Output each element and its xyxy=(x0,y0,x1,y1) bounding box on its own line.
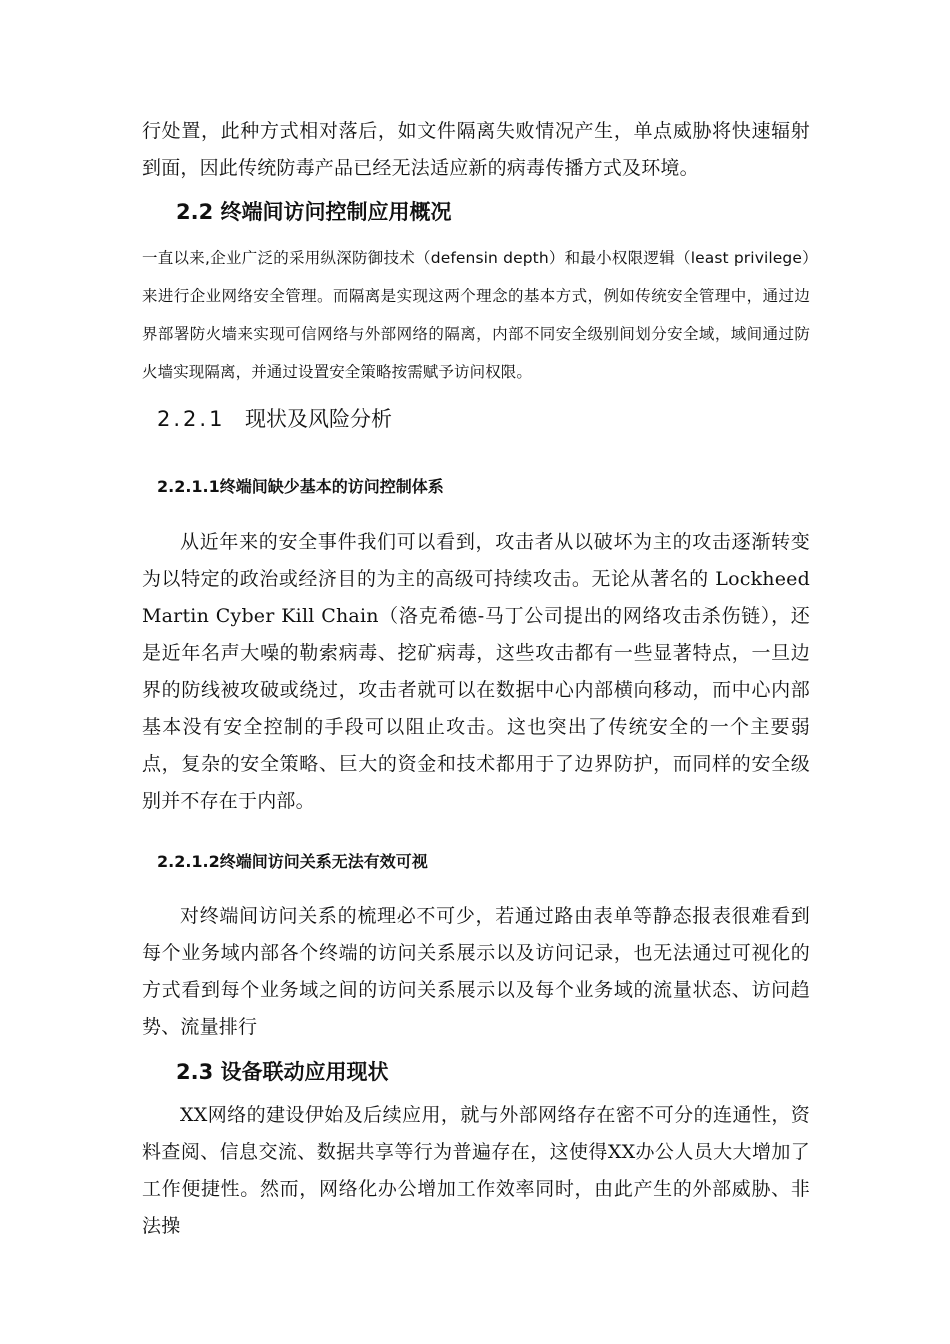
section-2-2-1-2-paragraph: 对终端间访问关系的梳理必不可少，若通过路由表单等静态报表很难看到每个业务域内部各个终端的访问关系展示以及访问记录，也无法通过可视化的方式看到每个业务域之间的访问关系展示以及每个业务域的流量状态、访问趋势、流量排行 xyxy=(142,905,810,1038)
section-2-3-paragraph: XX网络的建设伊始及后续应用，就与外部网络存在密不可分的连通性，资料查阅、信息交流、数据共享等行为普遍存在，这使得XX办公人员大大增加了工作便捷性。然而，网络化办公增加工作效率同时，由此产生的外部威胁、非法操 xyxy=(142,1104,810,1237)
section-2-2-heading: 2.2 终端间访问控制应用概况 xyxy=(176,200,452,224)
section-2-2-1-1-heading: 2.2.1.1终端间缺少基本的访问控制体系 xyxy=(157,477,444,496)
section-2-2-1-heading xyxy=(157,403,392,433)
section-2-2-1-2-heading: 2.2.1.2终端间访问关系无法有效可视 xyxy=(157,852,428,871)
section-2-2-1-title: 现状及风险分析 xyxy=(245,407,392,431)
section-2-2-1-number: 2.2.1 xyxy=(157,407,226,431)
section-2-2-paragraph: 一直以来,企业广泛的采用纵深防御技术（defensin depth）和最小权限逻辑（least privilege）来进行企业网络安全管理。而隔离是实现这两个理念的基本方式，例如传统安全管理中，通过边界部署防火墙来实现可信网络与外部网络的隔离，内部不同安全级别间划分安全域，域间通过防火墙实现隔离，并通过设置安全策略按需赋予访问权限。 xyxy=(142,249,810,381)
section-2-2-1-1-paragraph: 从近年来的安全事件我们可以看到，攻击者从以破坏为主的攻击逐渐转变为以特定的政治或经济目的为主的高级可持续攻击。无论从著名的 Lockheed Martin Cyber Kill Chain（洛克希德-马丁公司提出的网络攻击杀伤链），还是近年名声大噪的勒索病毒、挖矿病毒，这些攻击都有一些显著特点，一旦边界的防线被攻破或绕过，攻击者就可以在数据中心内部横向移动，而中心内部基本没有安全控制的手段可以阻止攻击。这也突出了传统安全的一个主要弱点，复杂的安全策略、巨大的资金和技术都用于了边界防护，而同样的安全级别并不存在于内部。 xyxy=(142,531,810,812)
section-2-3-heading: 2.3 设备联动应用现状 xyxy=(176,1060,389,1084)
intro-paragraph: 行处置，此种方式相对落后，如文件隔离失败情况产生，单点威胁将快速辐射到面，因此传统防毒产品已经无法适应新的病毒传播方式及环境。 xyxy=(142,120,810,179)
